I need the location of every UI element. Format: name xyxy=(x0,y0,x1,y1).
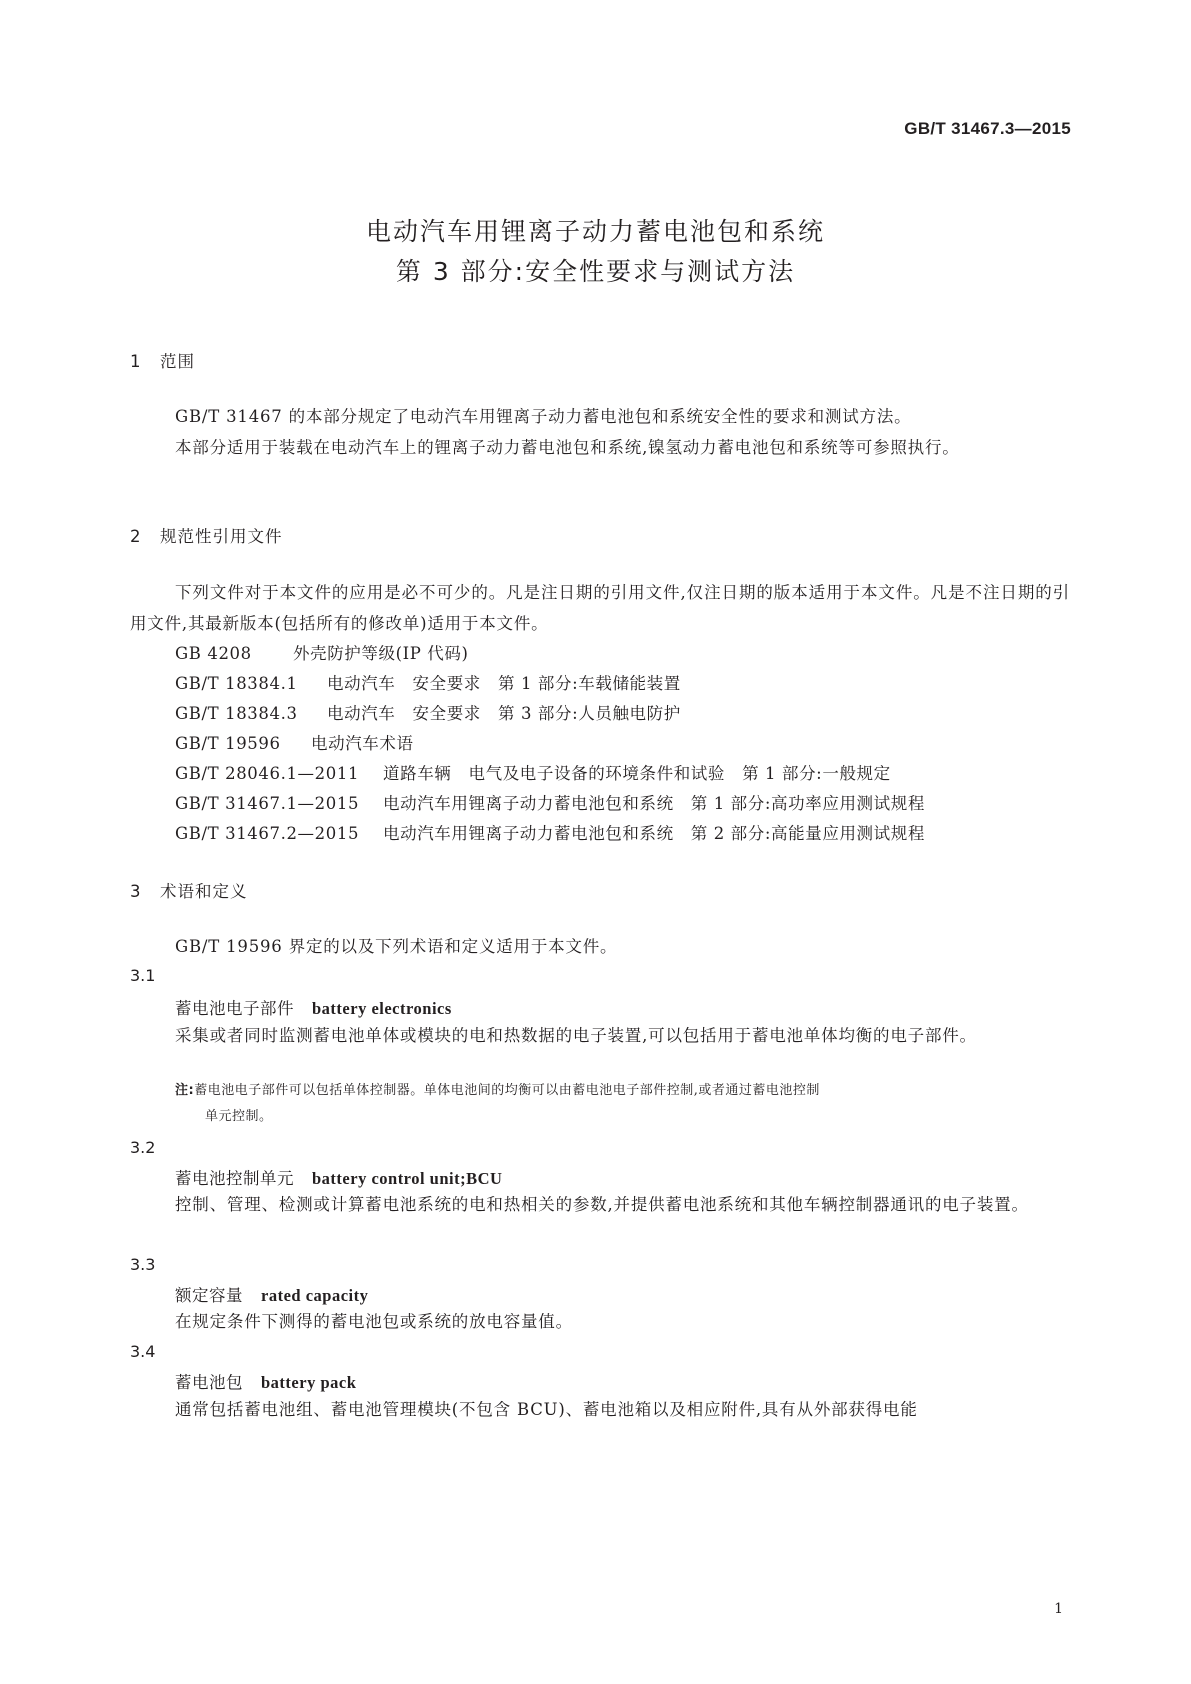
term-definition: 控制、管理、检测或计算蓄电池系统的电和热相关的参数,并提供蓄电池系统和其他车辆控制器通讯的电子装置。 xyxy=(175,1195,1029,1214)
term-heading xyxy=(175,1369,356,1393)
term-definition: 采集或者同时监测蓄电池单体或模块的电和热数据的电子装置,可以包括用于蓄电池单体均衡的电子部件。 xyxy=(175,1026,977,1045)
term-number: 3.4 xyxy=(130,1342,156,1361)
term-number: 3.2 xyxy=(130,1138,156,1157)
reference-item xyxy=(175,760,891,784)
term-en: rated capacity xyxy=(261,1286,369,1305)
term-zh: 额定容量 xyxy=(175,1286,243,1305)
term-number: 3.3 xyxy=(130,1255,156,1274)
term-definition: 在规定条件下测得的蓄电池包或系统的放电容量值。 xyxy=(175,1312,573,1331)
section-number: 2 xyxy=(130,527,142,546)
reference-item xyxy=(175,790,925,814)
note-label: 注: xyxy=(175,1083,195,1098)
reference-code: GB 4208 xyxy=(175,644,252,663)
reference-title: 电动汽车 安全要求 第 3 部分:人员触电防护 xyxy=(327,704,681,723)
paragraph: GB/T 31467 的本部分规定了电动汽车用锂离子动力蓄电池包和系统安全性的要求和测试方法。 xyxy=(175,407,912,426)
note-text: 蓄电池电子部件可以包括单体控制器。单体电池间的均衡可以由蓄电池电子部件控制,或者通过蓄电池控制 xyxy=(194,1083,820,1098)
term-zh: 蓄电池控制单元 xyxy=(175,1169,294,1188)
reference-code: GB/T 18384.1 xyxy=(175,674,298,693)
term-number: 3.1 xyxy=(130,966,156,985)
term-en: battery electronics xyxy=(312,999,452,1018)
reference-code: GB/T 31467.1—2015 xyxy=(175,794,360,813)
term-zh: 蓄电池包 xyxy=(175,1373,243,1392)
note-text: 单元控制。 xyxy=(205,1109,273,1124)
reference-title: 电动汽车用锂离子动力蓄电池包和系统 第 1 部分:高功率应用测试规程 xyxy=(383,794,925,813)
term-heading xyxy=(175,995,452,1019)
note xyxy=(175,1078,1065,1130)
section-title: 范围 xyxy=(160,352,195,371)
page-number: 1 xyxy=(1054,1601,1063,1617)
paragraph: 本部分适用于装载在电动汽车上的锂离子动力蓄电池包和系统,镍氢动力蓄电池包和系统等可参照执行。 xyxy=(175,438,960,457)
reference-code: GB/T 18384.3 xyxy=(175,704,298,723)
section-number: 1 xyxy=(130,352,142,371)
document-title-line1: 电动汽车用锂离子动力蓄电池包和系统 xyxy=(365,217,825,246)
reference-item xyxy=(175,700,681,724)
reference-title: 外壳防护等级(IP 代码) xyxy=(293,644,469,663)
term-heading xyxy=(175,1165,502,1189)
reference-item xyxy=(175,820,925,844)
paragraph: GB/T 19596 界定的以及下列术语和定义适用于本文件。 xyxy=(175,937,618,956)
section-3-heading xyxy=(130,878,248,902)
term-en: battery pack xyxy=(261,1373,357,1392)
reference-item xyxy=(175,730,414,754)
section-2-heading xyxy=(130,523,283,547)
reference-code: GB/T 28046.1—2011 xyxy=(175,764,360,783)
term-heading xyxy=(175,1282,368,1306)
document-title-line2: 第 3 部分:安全性要求与测试方法 xyxy=(395,257,796,286)
term-en: battery control unit;BCU xyxy=(312,1169,503,1188)
section-number: 3 xyxy=(130,882,142,901)
reference-code: GB/T 19596 xyxy=(175,734,281,753)
paragraph: 下列文件对于本文件的应用是必不可少的。凡是注日期的引用文件,仅注日期的版本适用于本文件。凡是不注日期的引用文件,其最新版本(包括所有的修改单)适用于本文件。 xyxy=(130,583,1070,633)
section-1-heading xyxy=(130,348,195,372)
reference-item xyxy=(175,670,681,694)
term-definition: 通常包括蓄电池组、蓄电池管理模块(不包含 BCU)、蓄电池箱以及相应附件,具有从外部获得电能 xyxy=(175,1400,918,1419)
reference-title: 电动汽车 安全要求 第 1 部分:车载储能装置 xyxy=(327,674,681,693)
section-title: 术语和定义 xyxy=(160,882,248,901)
reference-title: 电动汽车用锂离子动力蓄电池包和系统 第 2 部分:高能量应用测试规程 xyxy=(383,824,925,843)
reference-item xyxy=(175,640,469,664)
term-zh: 蓄电池电子部件 xyxy=(175,999,294,1018)
reference-title: 道路车辆 电气及电子设备的环境条件和试验 第 1 部分:一般规定 xyxy=(383,764,891,783)
section-title: 规范性引用文件 xyxy=(160,527,283,546)
reference-title: 电动汽车术语 xyxy=(311,734,414,753)
standard-code: GB/T 31467.3—2015 xyxy=(904,119,1071,138)
reference-code: GB/T 31467.2—2015 xyxy=(175,824,360,843)
